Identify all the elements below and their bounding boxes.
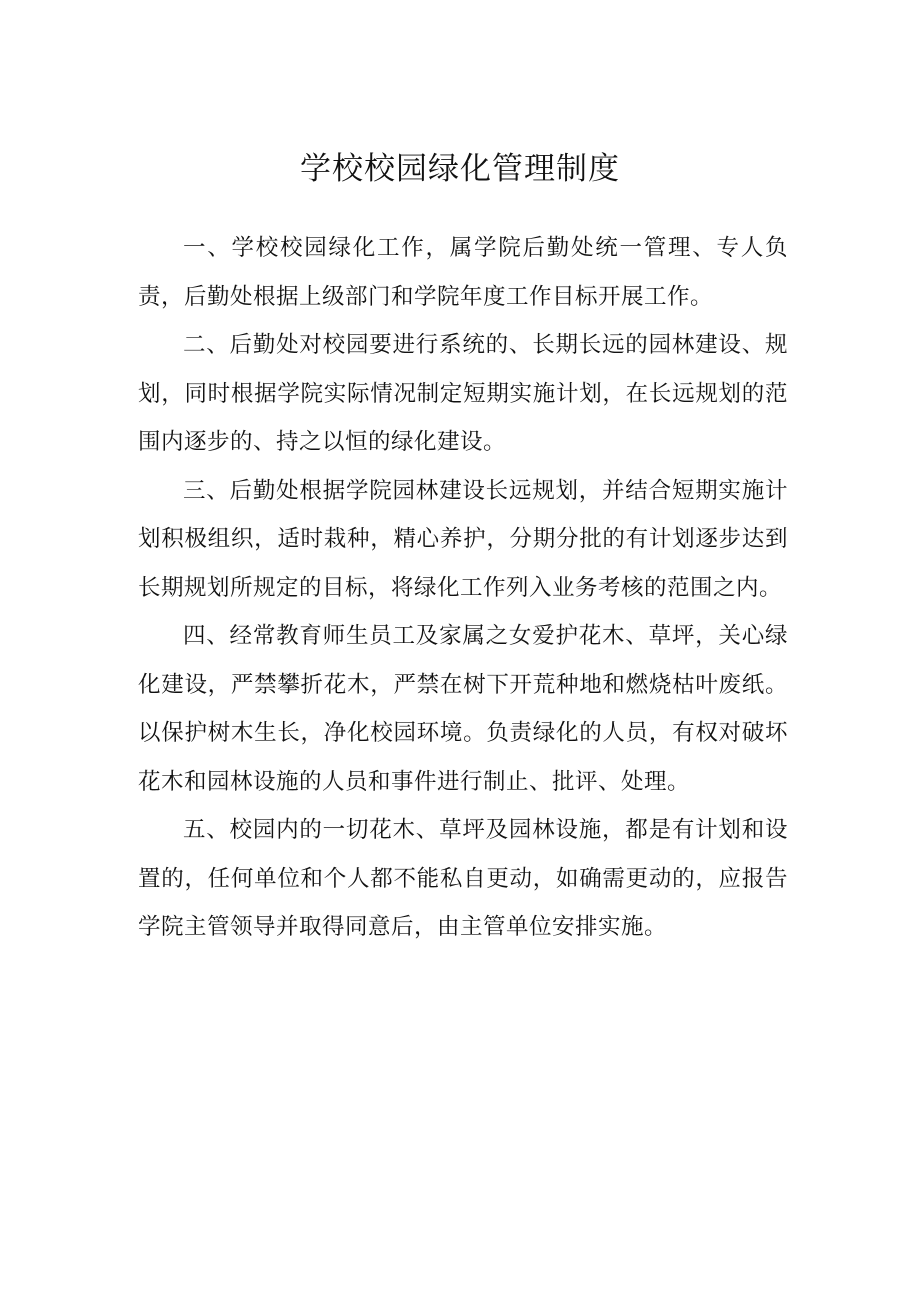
document-body — [138, 224, 788, 952]
paragraph-4: 四、经常教育师生员工及家属之女爱护花木、草坪，关心绿化建设，严禁攀折花木，严禁在树下开荒种地和燃烧枯叶废纸。以保护树木生长，净化校园环境。负责绿化的人员，有权对破坏花木和园林设施的人员和事件进行制止、批评、处理。 — [138, 623, 788, 795]
document-title: 学校校园绿化管理制度 — [300, 151, 620, 187]
paragraph-1: 一、学校校园绿化工作，属学院后勤处统一管理、专人负责，后勤处根据上级部门和学院年度工作目标开展工作。 — [138, 235, 788, 310]
paragraph-2: 二、后勤处对校园要进行系统的、长期长远的园林建设、规划，同时根据学院实际情况制定短期实施计划，在长远规划的范围内逐步的、持之以恒的绿化建设。 — [138, 332, 788, 455]
paragraph-3: 三、后勤处根据学院园林建设长远规划，并结合短期实施计划积极组织，适时栽种，精心养护，分期分批的有计划逐步达到长期规划所规定的目标，将绿化工作列入业务考核的范围之内。 — [138, 477, 788, 601]
paragraph-5: 五、校园内的一切花木、草坪及园林设施，都是有计划和设置的，任何单位和个人都不能私自更动，如确需更动的，应报告学院主管领导并取得同意后，由主管单位安排实施。 — [138, 817, 788, 940]
